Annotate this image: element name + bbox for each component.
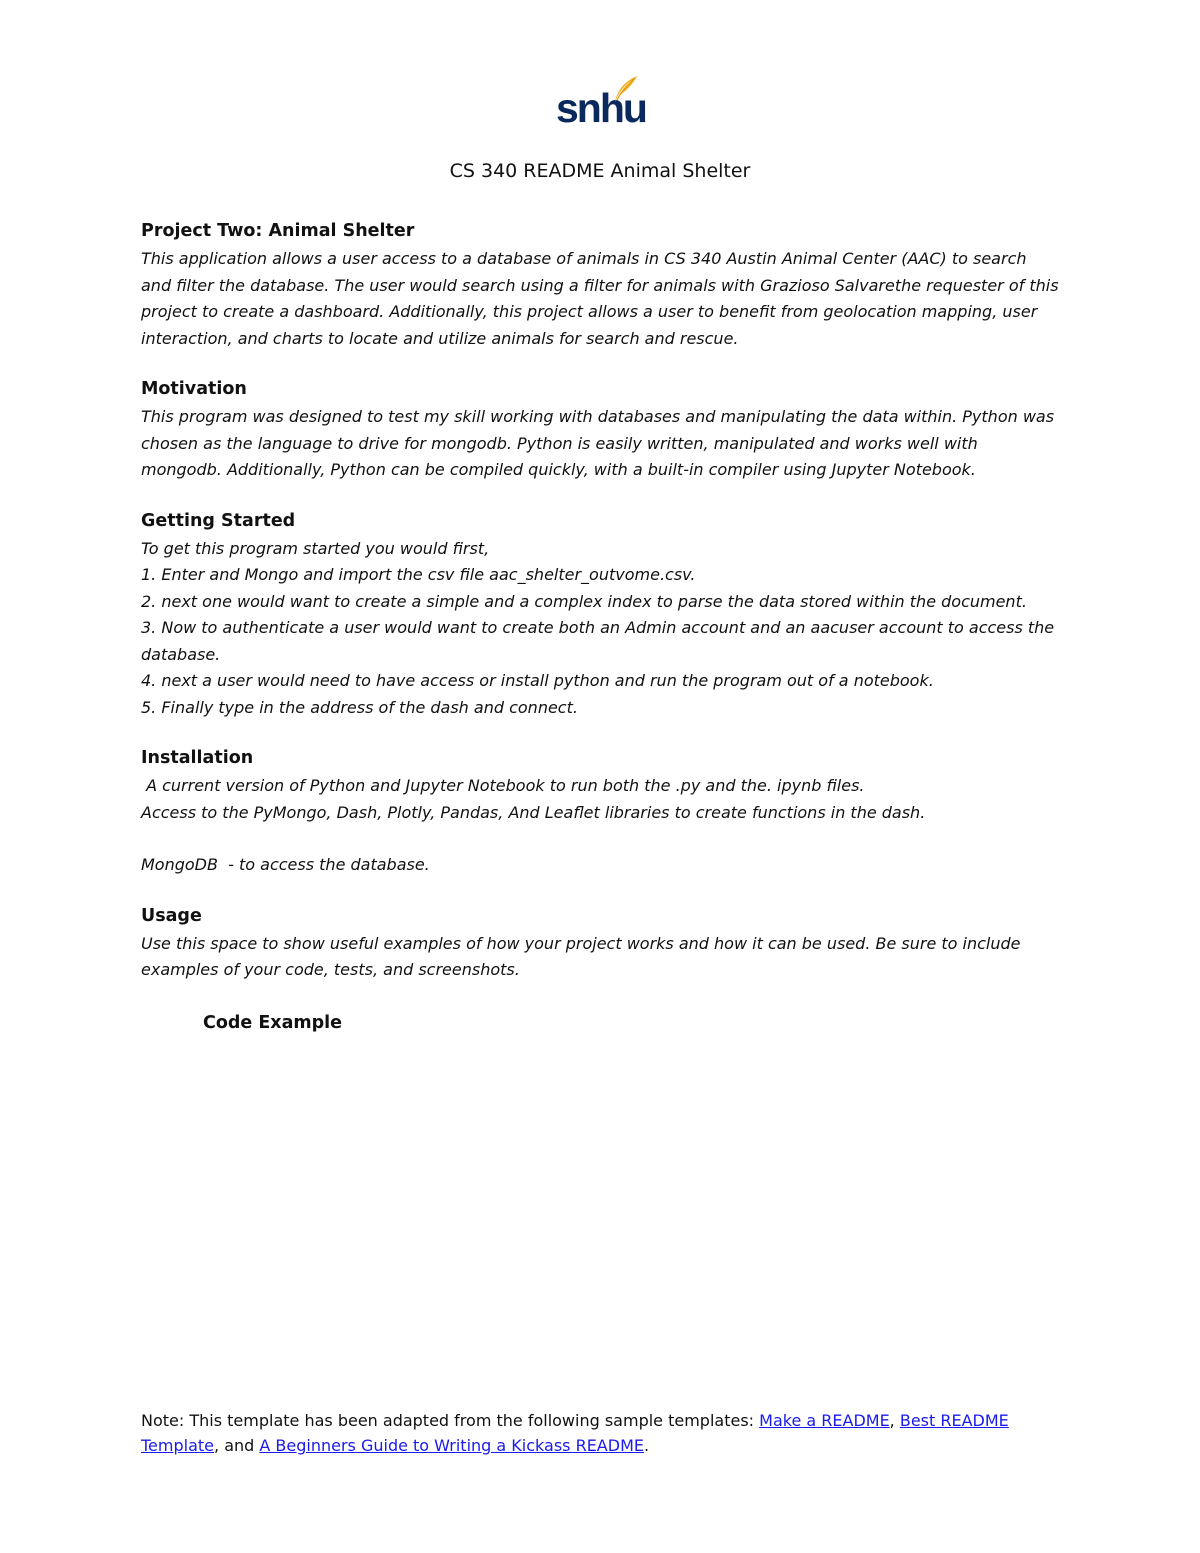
installation-heading: Installation xyxy=(141,748,254,768)
snhu-logo xyxy=(556,74,646,134)
list-item: 5. Finally type in the address of the dash and connect. xyxy=(141,697,578,717)
best-readme-template-link[interactable]: Best README Template xyxy=(141,1411,1009,1455)
section-getting-started xyxy=(141,508,1061,722)
list-item: 3. Now to authenticate a user would want to create both an Admin account and an aacuser account to access the database. xyxy=(141,618,1055,664)
installation-line: MongoDB - to access the database. xyxy=(141,855,430,874)
note-separator: , xyxy=(889,1411,900,1430)
list-item: 4. next a user would need to have access or install python and run the program out of a notebook. xyxy=(141,671,934,690)
note-suffix: . xyxy=(643,1436,650,1455)
motivation-heading: Motivation xyxy=(141,379,247,399)
list-item: 1. Enter and Mongo and import the csv file aac_shelter_outvome.csv. xyxy=(141,565,696,584)
logo-wordmark: snhu xyxy=(556,85,646,131)
make-a-readme-link[interactable]: Make a README xyxy=(759,1411,890,1430)
project-heading: Project Two: Animal Shelter xyxy=(141,221,415,241)
section-project xyxy=(141,218,1061,352)
section-installation xyxy=(141,745,1061,879)
document-body xyxy=(141,218,1061,1060)
blank-line xyxy=(141,826,1061,852)
getting-started-intro: To get this program started you would first, xyxy=(141,538,490,558)
note-prefix: Note: This template has been adapted from the following sample templates: xyxy=(141,1411,760,1430)
usage-heading: Usage xyxy=(141,905,202,926)
installation-line: A current version of Python and Jupyter Notebook to run both the .py and the. ipynb files. xyxy=(141,776,865,795)
section-usage xyxy=(141,903,1061,1036)
quill-flame-icon xyxy=(611,74,639,104)
list-item: 2. next one would want to create a simple and a complex index to parse the data stored within the document. xyxy=(141,591,1027,611)
motivation-description: This program was designed to test my skill working with databases and manipulating the data within. Python was chosen as the language to drive for mongodb. Python is easily written, manipulated and works well with mongodb. Additionally, Python can be compiled quickly, with a built-in compiler using Jupyter Notebook. xyxy=(141,407,1055,479)
usage-description: Use this space to show useful examples of how your project works and how it can be used. Be sure to include examples of your code, tests, and screenshots. xyxy=(141,933,1021,979)
code-example-heading: Code Example xyxy=(203,1012,343,1033)
document-title: CS 340 README Animal Shelter xyxy=(449,160,751,182)
installation-line: Access to the PyMongo, Dash, Plotly, Pandas, And Leaflet libraries to create functions in the dash. xyxy=(141,802,926,822)
note-separator: , and xyxy=(214,1436,260,1455)
blank-line xyxy=(141,984,1061,1010)
getting-started-heading: Getting Started xyxy=(141,510,296,531)
section-motivation xyxy=(141,376,1061,484)
template-note xyxy=(141,1408,1041,1458)
beginners-guide-link[interactable]: A Beginners Guide to Writing a Kickass README xyxy=(259,1436,644,1455)
project-description: This application allows a user access to a database of animals in CS 340 Austin Animal Center (AAC) to search and filter the database. The user would search using a filter for animals with Grazioso Salvarethe requester of this project to create a dashboard. Additionally, this project allows a user to benefit from geolocation mapping, user interaction, and charts to locate and utilize animals for search and rescue. xyxy=(141,249,1059,348)
